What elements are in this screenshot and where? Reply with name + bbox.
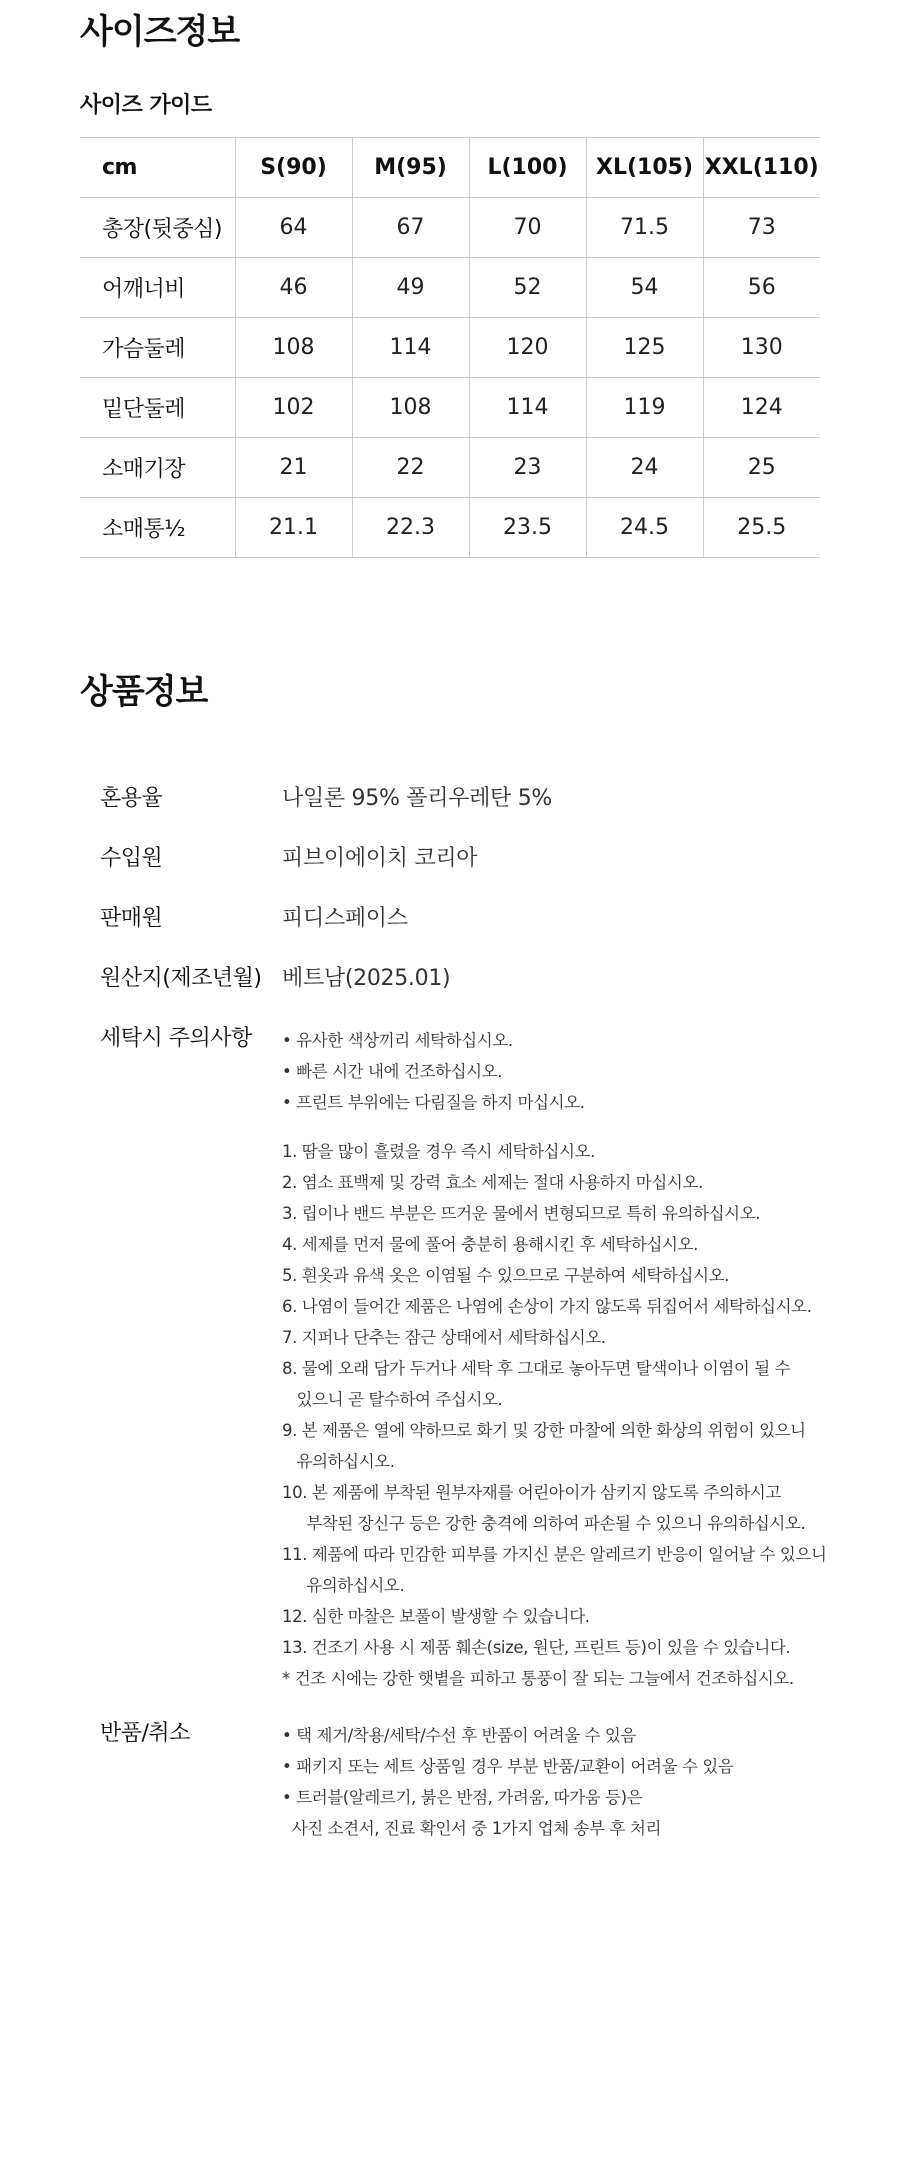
- care-item-continuation: 있으니 곧 탈수하여 주십시오.: [282, 1390, 503, 1409]
- table-cell: 25.5: [703, 498, 820, 558]
- care-item-continuation: 부착된 장신구 등은 강한 충격에 의하여 파손될 수 있으니 유의하십시오.: [282, 1514, 806, 1533]
- table-cell: 54: [586, 258, 703, 318]
- care-label: 세탁시 주의사항: [100, 1026, 252, 1051]
- info-label: 혼용율: [100, 786, 163, 811]
- care-bullet: • 유사한 색상끼리 세탁하십시오.: [282, 1031, 513, 1050]
- returns-section: [100, 1716, 860, 1856]
- size-table: [80, 137, 820, 558]
- size-info-title: 사이즈정보: [80, 12, 240, 52]
- header-size-s: S(90): [235, 138, 352, 198]
- table-cell: 130: [703, 318, 820, 378]
- info-value: 피브이에이치 코리아: [282, 846, 478, 871]
- table-cell: 46: [235, 258, 352, 318]
- table-cell: 70: [469, 198, 586, 258]
- size-guide-title: 사이즈 가이드: [80, 93, 212, 118]
- care-item: 7. 지퍼나 단추는 잠근 상태에서 세탁하십시오.: [282, 1328, 606, 1347]
- table-cell: 21: [235, 438, 352, 498]
- care-bullet: • 프린트 부위에는 다림질을 하지 마십시오.: [282, 1093, 585, 1112]
- table-cell: 108: [352, 378, 469, 438]
- care-bullet: • 빠른 시간 내에 건조하십시오.: [282, 1062, 503, 1081]
- row-label: 밑단둘레: [80, 378, 235, 438]
- table-cell: 108: [235, 318, 352, 378]
- table-cell: 49: [352, 258, 469, 318]
- table-cell: 22.3: [352, 498, 469, 558]
- header-size-xl: XL(105): [586, 138, 703, 198]
- table-row: [80, 498, 820, 558]
- size-table-header: [80, 138, 820, 198]
- care-item-continuation: 유의하십시오.: [282, 1452, 395, 1471]
- table-cell: 120: [469, 318, 586, 378]
- returns-line: • 패키지 또는 세트 상품일 경우 부분 반품/교환이 어려울 수 있음: [282, 1757, 734, 1776]
- header-size-m: M(95): [352, 138, 469, 198]
- table-cell: 64: [235, 198, 352, 258]
- care-item: 13. 건조기 사용 시 제품 훼손(size, 원단, 프린트 등)이 있을 수 있습니다.: [282, 1638, 791, 1657]
- header-unit: cm: [80, 138, 235, 198]
- care-item: 1. 땀을 많이 흘렸을 경우 즉시 세탁하십시오.: [282, 1142, 596, 1161]
- info-label: 판매원: [100, 906, 163, 931]
- returns-line: 사진 소견서, 진료 확인서 중 1가지 업체 송부 후 처리: [282, 1819, 662, 1838]
- table-row: [80, 438, 820, 498]
- info-label: 수입원: [100, 846, 163, 871]
- table-row: [80, 318, 820, 378]
- info-value: 베트남(2025.01): [282, 966, 451, 991]
- returns-line: • 택 제거/착용/세탁/수선 후 반품이 어려울 수 있음: [282, 1726, 636, 1745]
- table-cell: 114: [469, 378, 586, 438]
- row-label: 어깨너비: [80, 258, 235, 318]
- care-item: 6. 나염이 들어간 제품은 나염에 손상이 가지 않도록 뒤집어서 세탁하십시오.: [282, 1297, 812, 1316]
- care-item: 9. 본 제품은 열에 약하므로 화기 및 강한 마찰에 의한 화상의 위험이 있으니: [282, 1421, 806, 1440]
- row-label: 가슴둘레: [80, 318, 235, 378]
- table-cell: 21.1: [235, 498, 352, 558]
- care-item: 11. 제품에 따라 민감한 피부를 가지신 분은 알레르기 반응이 일어날 수 있으니: [282, 1545, 827, 1564]
- table-cell: 73: [703, 198, 820, 258]
- header-size-xxl: XXL(110): [703, 138, 820, 198]
- care-item-continuation: 유의하십시오.: [282, 1576, 405, 1595]
- table-cell: 24.5: [586, 498, 703, 558]
- care-item: 10. 본 제품에 부착된 원부자재를 어린아이가 삼키지 않도록 주의하시고: [282, 1483, 781, 1502]
- table-cell: 23: [469, 438, 586, 498]
- care-item: 3. 립이나 밴드 부분은 뜨거운 물에서 변형되므로 특히 유의하십시오.: [282, 1204, 761, 1223]
- care-item: 8. 물에 오래 담가 두거나 세탁 후 그대로 놓아두면 탈색이나 이염이 될 수: [282, 1359, 791, 1378]
- table-cell: 114: [352, 318, 469, 378]
- table-cell: 125: [586, 318, 703, 378]
- table-cell: 52: [469, 258, 586, 318]
- table-cell: 23.5: [469, 498, 586, 558]
- table-cell: 124: [703, 378, 820, 438]
- header-size-l: L(100): [469, 138, 586, 198]
- product-info-title: 상품정보: [80, 672, 208, 712]
- table-cell: 22: [352, 438, 469, 498]
- info-value: 피디스페이스: [282, 906, 408, 931]
- returns-label: 반품/취소: [100, 1721, 190, 1746]
- row-label: 소매통½: [80, 498, 235, 558]
- table-cell: 71.5: [586, 198, 703, 258]
- table-cell: 24: [586, 438, 703, 498]
- row-label: 소매기장: [80, 438, 235, 498]
- table-row: [80, 378, 820, 438]
- care-note: * 건조 시에는 강한 햇볕을 피하고 통풍이 잘 되는 그늘에서 건조하십시오.: [282, 1669, 794, 1688]
- returns-line: • 트러블(알레르기, 붉은 반점, 가려움, 따가움 등)은: [282, 1788, 643, 1807]
- care-instructions: [100, 1021, 860, 1701]
- table-cell: 67: [352, 198, 469, 258]
- row-label: 총장(뒷중심): [80, 198, 235, 258]
- table-cell: 56: [703, 258, 820, 318]
- table-cell: 25: [703, 438, 820, 498]
- care-item: 12. 심한 마찰은 보풀이 발생할 수 있습니다.: [282, 1607, 590, 1626]
- info-label: 원산지(제조년월): [100, 966, 262, 991]
- care-item: 5. 흰옷과 유색 옷은 이염될 수 있으므로 구분하여 세탁하십시오.: [282, 1266, 730, 1285]
- table-row: [80, 198, 820, 258]
- care-item: 4. 세제를 먼저 물에 풀어 충분히 용해시킨 후 세탁하십시오.: [282, 1235, 698, 1254]
- table-cell: 102: [235, 378, 352, 438]
- info-value: 나일론 95% 폴리우레탄 5%: [282, 786, 552, 811]
- care-item: 2. 염소 표백제 및 강력 효소 세제는 절대 사용하지 마십시오.: [282, 1173, 703, 1192]
- table-row: [80, 258, 820, 318]
- table-cell: 119: [586, 378, 703, 438]
